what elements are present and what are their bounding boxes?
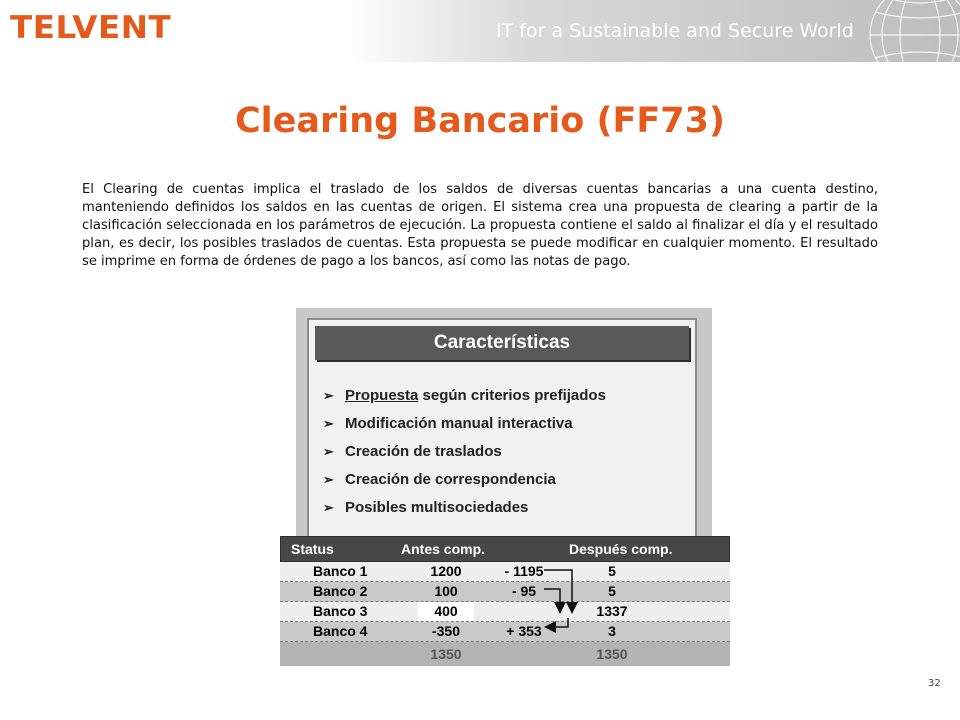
totals-row [280, 642, 730, 666]
bank-name: Banco 4 [313, 623, 368, 639]
feature-text: Posibles multisociedades [345, 499, 529, 516]
features-list [323, 382, 606, 522]
arrow-bullet-icon: ➢ [323, 444, 334, 459]
movement-value: - 1195 [504, 563, 544, 579]
arrow-bullet-icon: ➢ [323, 388, 334, 403]
page-number: 32 [928, 678, 941, 689]
antes-value: 1200 [430, 563, 462, 579]
feature-item [323, 494, 606, 522]
feature-item [323, 466, 606, 494]
table-row [280, 582, 730, 602]
telvent-logo: TELVENT [10, 10, 172, 46]
features-panel-inner [307, 318, 697, 538]
feature-text: Creación de traslados [345, 443, 502, 460]
header-tagline: IT for a Sustainable and Secure World [496, 20, 854, 42]
antes-value: -350 [431, 623, 461, 639]
antes-value-highlighted: 400 [418, 602, 474, 621]
feature-underlined: Propuesta [345, 387, 419, 404]
feature-text: Creación de correspondencia [345, 471, 556, 488]
clearing-table [280, 536, 730, 666]
slide-title: Clearing Bancario (FF73) [234, 101, 726, 141]
total-despues: 1350 [596, 646, 628, 662]
arrow-bullet-icon: ➢ [323, 472, 334, 487]
globe-icon [848, 0, 960, 62]
table-row [280, 622, 730, 642]
despues-value: 5 [608, 563, 616, 579]
arrow-bullet-icon: ➢ [323, 500, 334, 515]
features-heading: Características [315, 326, 689, 360]
bank-name: Banco 1 [313, 563, 368, 579]
feature-item [323, 438, 606, 466]
header-status: Status [291, 541, 334, 557]
bank-name: Banco 2 [313, 583, 368, 599]
feature-item [323, 410, 606, 438]
table-row [280, 562, 730, 582]
total-antes: 1350 [430, 646, 462, 662]
feature-text: Modificación manual interactiva [345, 415, 573, 432]
feature-item [323, 382, 606, 410]
antes-value: 100 [434, 583, 458, 599]
header-despues: Después comp. [569, 541, 673, 557]
description-paragraph: El Clearing de cuentas implica el traslado de los saldos de diversas cuentas bancarias a una cuenta destino, manteniendo definidos los saldos en las cuentas de origen. El sistema crea una propuesta de clearing a partir de la clasificación seleccionada en los parámetros de ejecución. La propuesta contiene el saldo al finalizar el día y el resultado plan, es decir, los posibles traslados de cuentas. Esta propuesta se puede modificar en cualquier momento. El resultado se imprime en forma de órdenes de pago a los bancos, así como las notas de pago. [82, 182, 878, 269]
arrow-bullet-icon: ➢ [323, 416, 334, 431]
header-antes: Antes comp. [401, 541, 486, 557]
clearing-figure [291, 308, 712, 662]
table-row [280, 602, 730, 622]
header-bar [0, 0, 960, 62]
movement-value: + 353 [506, 623, 542, 639]
features-panel [296, 308, 712, 544]
movement-value: - 95 [511, 583, 537, 599]
feature-text: según criterios prefijados [418, 387, 606, 404]
table-header [280, 536, 730, 562]
despues-value: 5 [608, 583, 616, 599]
despues-value: 3 [608, 623, 616, 639]
despues-value: 1337 [596, 603, 628, 619]
bank-name: Banco 3 [313, 603, 368, 619]
